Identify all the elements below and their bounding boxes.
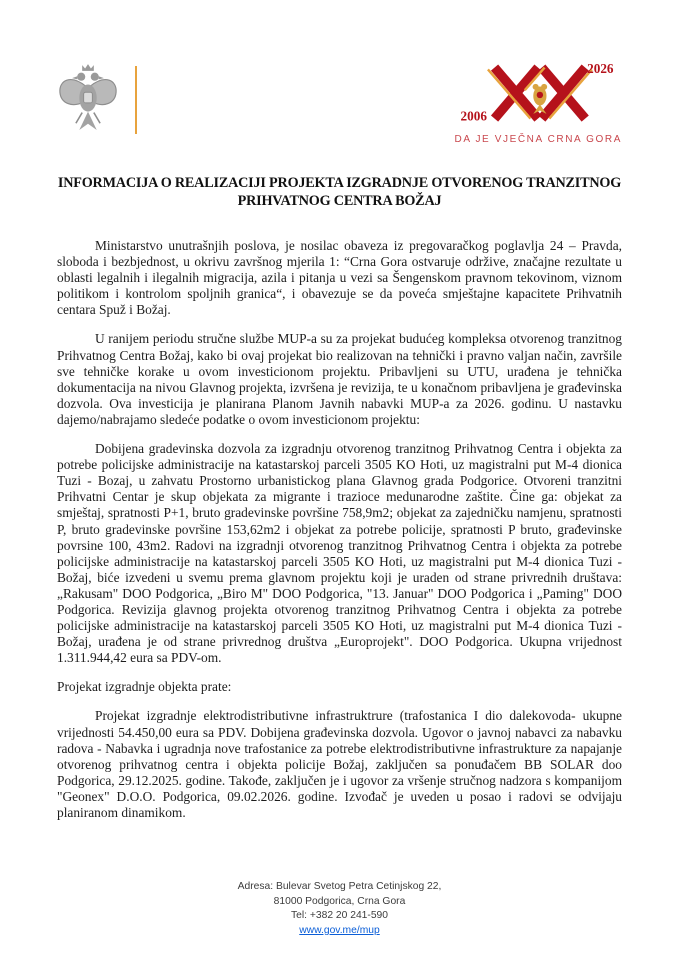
footer-phone: Tel: +382 20 241-590 bbox=[290, 910, 389, 921]
paragraph-building-permit: Dobijena gradevinska dozvola za izgradnju otvorenog tranzitnog Prihvatnog Centra i objekta za potrebe policijske administracije na katastarskoj parceli 3505 KO Hoti, uz magistralni put M-4 dionica Tuzi - Bozaj, u zahvatu Prostorno urbanistickog plana Glavnog grada Podgorice. Otvoreni tranzitni Prihvatni Centar je skup objekata za migrante i trazioce medunarodne zaštite. Čine ga: objekat za smještaj, spratnosti P+1, bruto gradevinske površine 758,9m2; objekat za zajedničku namjenu, spratnosti P, bruto gradevinske površine 153,62m2 i objekat za potrebe policije, spratnosti P bruto, građevinske povrsine 100, 43m2. Radovi na izgradnji otvorenog tranzitnog Prihvatnog Centra i objekta za potrebe policijske administracije na katastarskoj parceli 3505 KO Hoti, uz magistralni put M-4 dionica Tuzi - Božaj, biće izvedeni u svemu prema glavnom projektu koji je uraden od strane privrednih društava: „Rakusam" DOO Podgorica, „Biro M" DOO Podgorica, "13. Januar" DOO Podgorica i „Paming" DOO Podgorica. Revizija glavnog projekta otvorenog tranzitnog Prihvatnog Centra i objekta za potrebe policijske administracije na katastarskoj parceli 3505 KO Hoti, uz magistralni put M-4 dionica Tuzi - Božaj, urađena je od strane privrednog društva „Europrojekt". DOO Podgorica. Ukupna vrijednost 1.311.944,42 eura sa PDV-om. bbox=[57, 441, 622, 666]
subheading-project-accompany: Projekat izgradnje objekta prate: bbox=[57, 679, 232, 695]
document-title-line2: PRIHVATNOG CENTRA BOŽAJ bbox=[237, 193, 442, 209]
footer-address-line1: Adresa: Bulevar Svetog Petra Cetinjskog 22, bbox=[237, 881, 442, 892]
anniversary-xx-icon bbox=[458, 60, 618, 133]
anniversary-year-end: 2026 bbox=[587, 61, 614, 77]
paragraph-intro: Ministarstvo unutrašnjih poslova, je nosilac obaveza iz pregovaračkog poglavlja 24 – Pravda, sloboda i bezbjednost, u okrivu završnog mjerila 1: “Crna Gora ostvaruje održive, značajne rezultate u oblasti legalnih i ilegalnih migracija, azila i pitanja u vezi sa Šengenskom pravnom tekovinom, viznom politikom i kontrolom spoljnih granica“, i obavezuje se da poveća smještajne kapacitete Prihvatnih centara Spuž i Božaj. bbox=[57, 238, 622, 318]
document-title-line1: INFORMACIJA O REALIZACIJI PROJEKTA IZGRADNJE OTVORENOG TRANZITNOG bbox=[57, 175, 622, 191]
paragraph-project-history: U ranijem periodu stručne službe MUP-a su za projekat budućeg kompleksa otvorenog tranzitnog Prihvatnog Centra Božaj, kako bi ovaj projekat bio realizovan na tehnički i pravno valjan način, završile sve tehničke korake u ovom investicionom projektu. Pribavljeni su UTU, urađena je tehnička dokumentacija na nivou Glavnog projekta, izvršena je revizija, te u konačnom pribavljena je građevinska dozvola. Ova investicija je planirana Planom Javnih nabavki MUP-a za 2026. godinu. U nastavku dajemo/nabrajamo sledeće podatke o ovom investicionom projektu: bbox=[57, 331, 622, 427]
document-title bbox=[57, 174, 622, 210]
anniversary-year-start: 2006 bbox=[460, 108, 488, 124]
anniversary-logo bbox=[455, 60, 622, 145]
document-footer bbox=[0, 880, 679, 938]
footer-website-link[interactable]: www.gov.me/mup bbox=[299, 924, 380, 936]
montenegro-coat-of-arms-icon bbox=[57, 62, 119, 141]
gold-divider-line bbox=[135, 66, 137, 134]
footer-address-line2: 81000 Podgorica, Crna Gora bbox=[273, 895, 406, 907]
paragraph-electro-infrastructure: Projekat izgradnje elektrodistributivne infrastruktrure (trafostanica I dio dalekovoda- ukupne vrijednosti 54.450,00 eura sa PDV. Dobijena građevinska dozvola. Ugovor o javnoj nabavci za nabavku radova - Nabavka i ugradnja nove trafostanice za potrebe elektrodistributivne infrastrukture za napajanje otvorenog prihvatnog centra i objekta policije Božaj, zaključen sa ponuđačem BB SOLAR doo Podgorica, 29.12.2025. godine. Takođe, zaključen je i ugovor za vršenje stručnog nadzora s kompanijom "Geonex" D.O.O. Podgorica, 09.02.2026. godine. Izvođač je uveden u posao i radovi se odvijaju planiranom dinamikom. bbox=[57, 708, 622, 820]
document-header bbox=[57, 62, 622, 144]
left-logo-group bbox=[57, 62, 137, 141]
anniversary-slogan: DA JE VJEČNA CRNA GORA bbox=[454, 134, 622, 145]
document-body bbox=[57, 238, 622, 821]
